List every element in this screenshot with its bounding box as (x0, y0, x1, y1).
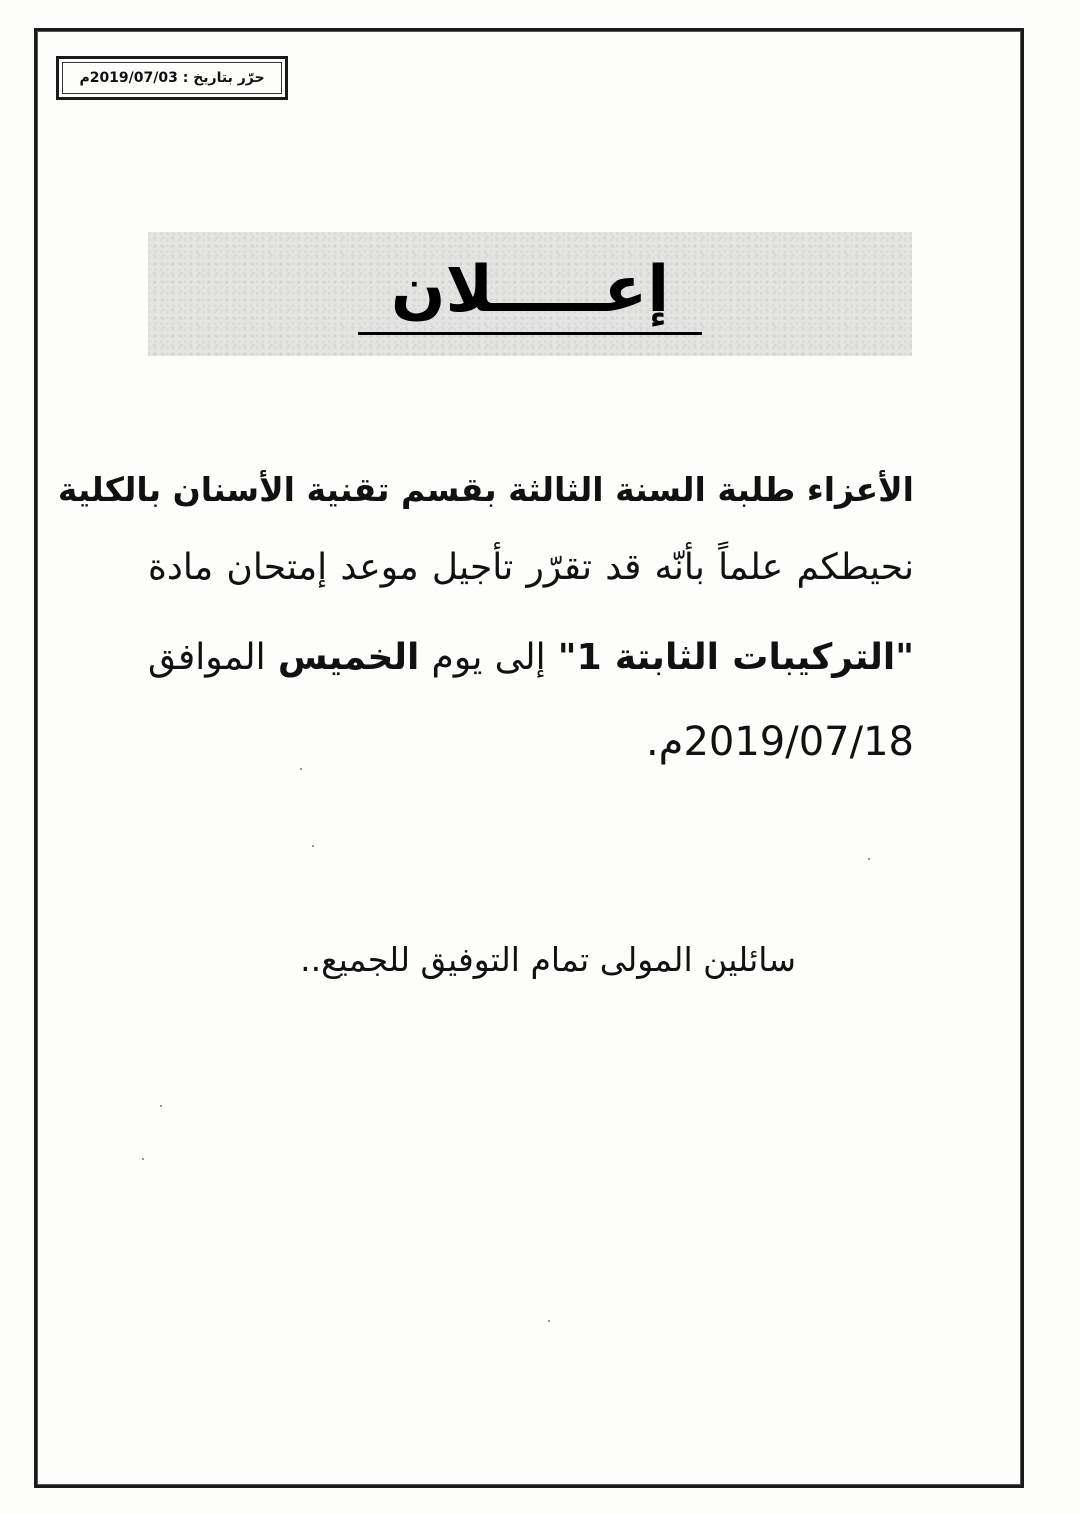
written-date-box (56, 56, 288, 100)
exam-day: الخميس (277, 637, 420, 678)
closing-line: سائلين المولى تمام التوفيق للجميع.. (300, 940, 796, 979)
scan-speck (312, 845, 314, 847)
course-name: "التركيبات الثابتة 1" (557, 637, 915, 678)
scan-speck (160, 1105, 162, 1107)
exam-date: 2019/07/18م. (645, 719, 914, 765)
body-line-2-middle: إلى يوم (431, 637, 546, 678)
body-line-2 (148, 616, 914, 700)
scan-speck (300, 768, 302, 770)
written-date: حرّر بتاريخ : 2019/07/03م (79, 70, 265, 86)
announcement-body (57, 460, 915, 784)
scan-speck (142, 1158, 144, 1160)
title-underline (358, 332, 702, 335)
body-line-2-end: الموافق (148, 637, 266, 678)
title-banner (148, 232, 912, 356)
scan-speck (868, 858, 870, 860)
addressee-line: الأعزاء طلبة السنة الثالثة بقسم تقنية الأسنان بالكلية (57, 470, 914, 509)
body-line-1: نحيطكم علماً بأنّه قد تقرّر تأجيل موعد إمتحان مادة (148, 547, 914, 588)
page-title: إعـــــلان (390, 253, 670, 327)
scan-speck (548, 1320, 550, 1322)
